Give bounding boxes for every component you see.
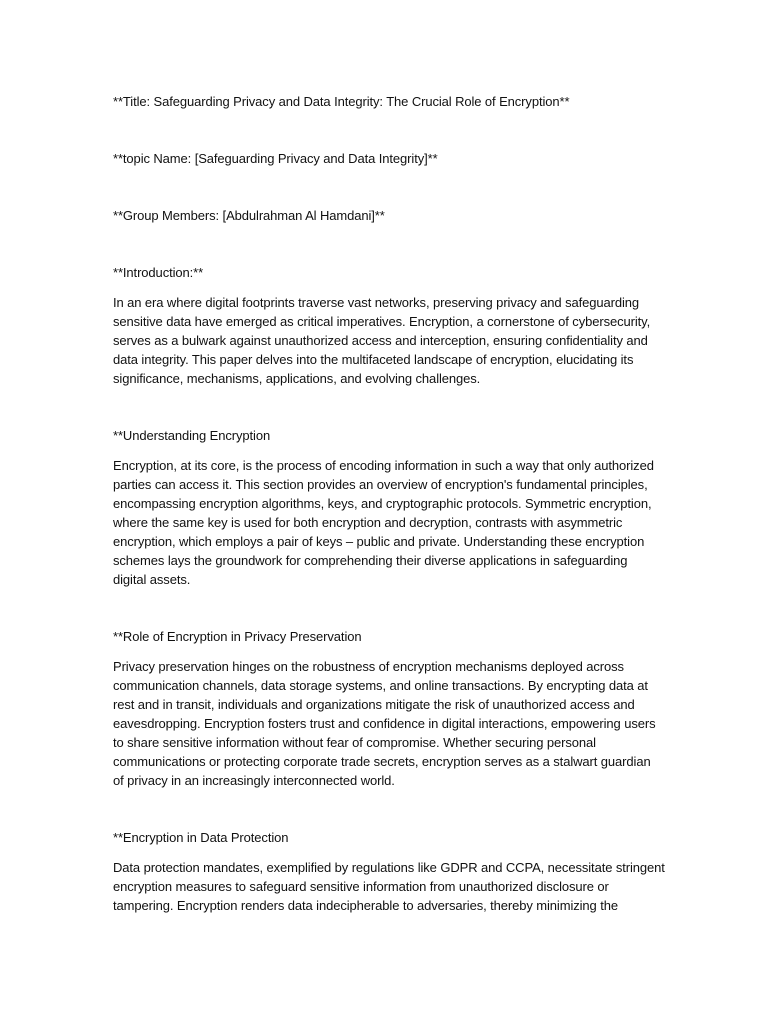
- paragraph-line: encryption, which employs a pair of keys – public and private. Understanding these encryption: [113, 534, 645, 549]
- paragraph-line: digital assets.: [113, 572, 191, 587]
- section-heading-privacy-preservation: **Role of Encryption in Privacy Preservation: [113, 629, 362, 644]
- paragraph-line: schemes lays the groundwork for comprehending their diverse applications in safeguarding: [113, 553, 628, 568]
- paragraph-line: rest and in transit, individuals and organizations mitigate the risk of unauthorized access and: [113, 697, 635, 712]
- paragraph-line: serves as a bulwark against unauthorized access and interception, ensuring confidentiality and: [113, 333, 648, 348]
- paragraph-line: Privacy preservation hinges on the robustness of encryption mechanisms deployed across: [113, 659, 624, 674]
- paragraph-line: communication channels, data storage systems, and online transactions. By encrypting data at: [113, 678, 648, 693]
- section-paragraph-privacy-preservation: [113, 657, 658, 790]
- paragraph-line: where the same key is used for both encryption and decryption, contrasts with asymmetric: [113, 515, 623, 530]
- section-heading-data-protection: **Encryption in Data Protection: [113, 830, 289, 845]
- section-paragraph-introduction: [113, 293, 658, 388]
- paragraph-line: to share sensitive information without fear of compromise. Whether securing personal: [113, 735, 596, 750]
- section-heading-understanding-encryption: **Understanding Encryption: [113, 428, 271, 443]
- document-title: **Title: Safeguarding Privacy and Data Integrity: The Crucial Role of Encryption**: [113, 94, 570, 109]
- paragraph-line: significance, mechanisms, applications, and evolving challenges.: [113, 371, 481, 386]
- paragraph-line: parties can access it. This section provides an overview of encryption's fundamental principles,: [113, 477, 648, 492]
- topic-name: **topic Name: [Safeguarding Privacy and Data Integrity]**: [113, 151, 438, 166]
- section-paragraph-data-protection: [113, 858, 665, 915]
- paragraph-line: eavesdropping. Encryption fosters trust and confidence in digital interactions, empowering users: [113, 716, 656, 731]
- paragraph-line: Data protection mandates, exemplified by regulations like GDPR and CCPA, necessitate stringent: [113, 860, 665, 875]
- paragraph-line: data integrity. This paper delves into the multifaceted landscape of encryption, elucidating its: [113, 352, 634, 367]
- paragraph-line: sensitive data have emerged as critical imperatives. Encryption, a cornerstone of cybersecurity,: [113, 314, 651, 329]
- paragraph-line: tampering. Encryption renders data indecipherable to adversaries, thereby minimizing the: [113, 898, 618, 913]
- paragraph-line: of privacy in an increasingly interconnected world.: [113, 773, 395, 788]
- section-paragraph-understanding-encryption: [113, 456, 658, 589]
- section-heading-introduction: **Introduction:**: [113, 265, 204, 280]
- document-body: [113, 92, 665, 915]
- paragraph-line: encompassing encryption algorithms, keys, and cryptographic protocols. Symmetric encryption,: [113, 496, 652, 511]
- paragraph-line: encryption measures to safeguard sensitive information from unauthorized disclosure or: [113, 879, 609, 894]
- group-members: **Group Members: [Abdulrahman Al Hamdani]**: [113, 208, 385, 223]
- paragraph-line: Encryption, at its core, is the process of encoding information in such a way that only authorized: [113, 458, 654, 473]
- paragraph-line: communications or protecting corporate trade secrets, encryption serves as a stalwart guardian: [113, 754, 651, 769]
- paragraph-line: In an era where digital footprints traverse vast networks, preserving privacy and safeguarding: [113, 295, 640, 310]
